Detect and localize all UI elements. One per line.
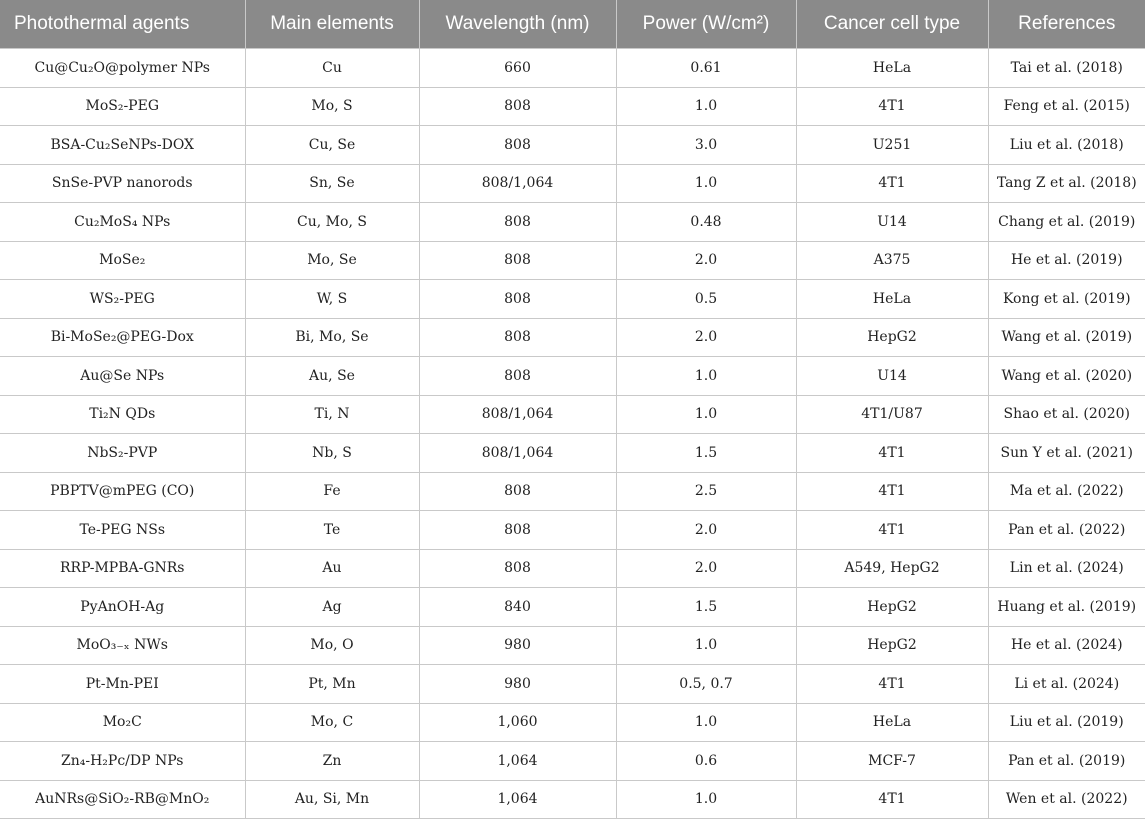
cell-photothermal-agent: PBPTV@mPEG (CO) xyxy=(0,472,245,511)
table-row xyxy=(0,203,1145,242)
cell-main-elements: Mo, O xyxy=(245,626,419,665)
cell-power: 1.0 xyxy=(616,780,796,819)
table-row xyxy=(0,434,1145,473)
cell-photothermal-agent: Au@Se NPs xyxy=(0,357,245,396)
cell-wavelength: 808 xyxy=(419,472,616,511)
cell-cancer-cell-type: HepG2 xyxy=(796,318,988,357)
table-row xyxy=(0,742,1145,781)
cell-cancer-cell-type: HepG2 xyxy=(796,588,988,627)
cell-photothermal-agent: MoSe₂ xyxy=(0,241,245,280)
cell-photothermal-agent: WS₂-PEG xyxy=(0,280,245,319)
table-row xyxy=(0,588,1145,627)
cell-wavelength: 808 xyxy=(419,318,616,357)
cell-power: 2.0 xyxy=(616,549,796,588)
table-row xyxy=(0,87,1145,126)
table-row xyxy=(0,511,1145,550)
cell-reference: Wang et al. (2019) xyxy=(988,318,1145,357)
cell-photothermal-agent: NbS₂-PVP xyxy=(0,434,245,473)
cell-power: 0.5, 0.7 xyxy=(616,665,796,704)
cell-wavelength: 808/1,064 xyxy=(419,395,616,434)
table-row xyxy=(0,164,1145,203)
cell-reference: Pan et al. (2022) xyxy=(988,511,1145,550)
cell-photothermal-agent: Mo₂C xyxy=(0,703,245,742)
cell-reference: Li et al. (2024) xyxy=(988,665,1145,704)
cell-photothermal-agent: BSA-Cu₂SeNPs-DOX xyxy=(0,126,245,165)
cell-reference: Pan et al. (2019) xyxy=(988,742,1145,781)
table-row xyxy=(0,241,1145,280)
cell-photothermal-agent: SnSe-PVP nanorods xyxy=(0,164,245,203)
cell-main-elements: Mo, S xyxy=(245,87,419,126)
header-row xyxy=(0,0,1145,49)
cell-wavelength: 808/1,064 xyxy=(419,434,616,473)
header-references: References xyxy=(988,0,1145,49)
cell-wavelength: 808 xyxy=(419,280,616,319)
cell-reference: Tang Z et al. (2018) xyxy=(988,164,1145,203)
table-row xyxy=(0,126,1145,165)
cell-wavelength: 808 xyxy=(419,87,616,126)
cell-photothermal-agent: Pt-Mn-PEI xyxy=(0,665,245,704)
cell-power: 2.0 xyxy=(616,511,796,550)
cell-cancer-cell-type: HepG2 xyxy=(796,626,988,665)
cell-photothermal-agent: RRP-MPBA-GNRs xyxy=(0,549,245,588)
cell-reference: He et al. (2019) xyxy=(988,241,1145,280)
table-row xyxy=(0,780,1145,819)
cell-reference: Liu et al. (2019) xyxy=(988,703,1145,742)
cell-cancer-cell-type: U251 xyxy=(796,126,988,165)
cell-power: 1.0 xyxy=(616,87,796,126)
cell-cancer-cell-type: HeLa xyxy=(796,703,988,742)
cell-power: 1.0 xyxy=(616,357,796,396)
cell-main-elements: Pt, Mn xyxy=(245,665,419,704)
cell-main-elements: Te xyxy=(245,511,419,550)
cell-photothermal-agent: Cu₂MoS₄ NPs xyxy=(0,203,245,242)
cell-reference: Feng et al. (2015) xyxy=(988,87,1145,126)
cell-cancer-cell-type: 4T1 xyxy=(796,780,988,819)
cell-main-elements: Cu, Se xyxy=(245,126,419,165)
header-wavelength: Wavelength (nm) xyxy=(419,0,616,49)
cell-reference: Ma et al. (2022) xyxy=(988,472,1145,511)
cell-main-elements: Nb, S xyxy=(245,434,419,473)
cell-wavelength: 808 xyxy=(419,203,616,242)
cell-main-elements: Mo, C xyxy=(245,703,419,742)
header-cancer-cell-type: Cancer cell type xyxy=(796,0,988,49)
table-row xyxy=(0,49,1145,88)
cell-wavelength: 808 xyxy=(419,241,616,280)
cell-reference: Wen et al. (2022) xyxy=(988,780,1145,819)
cell-power: 1.5 xyxy=(616,434,796,473)
cell-main-elements: Mo, Se xyxy=(245,241,419,280)
cell-main-elements: Cu xyxy=(245,49,419,88)
cell-wavelength: 808 xyxy=(419,357,616,396)
cell-cancer-cell-type: A549, HepG2 xyxy=(796,549,988,588)
cell-power: 0.6 xyxy=(616,742,796,781)
cell-wavelength: 660 xyxy=(419,49,616,88)
header-power: Power (W/cm²) xyxy=(616,0,796,49)
cell-reference: Lin et al. (2024) xyxy=(988,549,1145,588)
cell-power: 0.61 xyxy=(616,49,796,88)
cell-cancer-cell-type: 4T1 xyxy=(796,511,988,550)
cell-cancer-cell-type: HeLa xyxy=(796,49,988,88)
cell-cancer-cell-type: HeLa xyxy=(796,280,988,319)
table-row xyxy=(0,280,1145,319)
table-body xyxy=(0,49,1145,819)
cell-power: 2.0 xyxy=(616,241,796,280)
cell-wavelength: 840 xyxy=(419,588,616,627)
cell-reference: Shao et al. (2020) xyxy=(988,395,1145,434)
cell-cancer-cell-type: 4T1 xyxy=(796,472,988,511)
cell-reference: Huang et al. (2019) xyxy=(988,588,1145,627)
cell-cancer-cell-type: U14 xyxy=(796,203,988,242)
cell-reference: Chang et al. (2019) xyxy=(988,203,1145,242)
cell-main-elements: Au xyxy=(245,549,419,588)
cell-cancer-cell-type: 4T1 xyxy=(796,87,988,126)
cell-cancer-cell-type: U14 xyxy=(796,357,988,396)
cell-main-elements: Au, Si, Mn xyxy=(245,780,419,819)
cell-power: 1.0 xyxy=(616,164,796,203)
table-row xyxy=(0,318,1145,357)
table-row xyxy=(0,549,1145,588)
cell-reference: Kong et al. (2019) xyxy=(988,280,1145,319)
cell-reference: Liu et al. (2018) xyxy=(988,126,1145,165)
cell-wavelength: 980 xyxy=(419,626,616,665)
cell-cancer-cell-type: MCF-7 xyxy=(796,742,988,781)
cell-wavelength: 808 xyxy=(419,511,616,550)
cell-photothermal-agent: Cu@Cu₂O@polymer NPs xyxy=(0,49,245,88)
table-header xyxy=(0,0,1145,49)
cell-photothermal-agent: MoS₂-PEG xyxy=(0,87,245,126)
cell-reference: Sun Y et al. (2021) xyxy=(988,434,1145,473)
table-row xyxy=(0,472,1145,511)
cell-power: 2.0 xyxy=(616,318,796,357)
cell-reference: Wang et al. (2020) xyxy=(988,357,1145,396)
cell-wavelength: 808 xyxy=(419,549,616,588)
cell-power: 1.0 xyxy=(616,395,796,434)
cell-cancer-cell-type: A375 xyxy=(796,241,988,280)
cell-photothermal-agent: PyAnOH-Ag xyxy=(0,588,245,627)
cell-wavelength: 1,064 xyxy=(419,780,616,819)
cell-main-elements: Sn, Se xyxy=(245,164,419,203)
cell-photothermal-agent: AuNRs@SiO₂-RB@MnO₂ xyxy=(0,780,245,819)
cell-main-elements: W, S xyxy=(245,280,419,319)
cell-reference: Tai et al. (2018) xyxy=(988,49,1145,88)
cell-wavelength: 808 xyxy=(419,126,616,165)
cell-main-elements: Ag xyxy=(245,588,419,627)
table-row xyxy=(0,395,1145,434)
cell-reference: He et al. (2024) xyxy=(988,626,1145,665)
cell-photothermal-agent: Zn₄-H₂Pc/DP NPs xyxy=(0,742,245,781)
cell-cancer-cell-type: 4T1 xyxy=(796,434,988,473)
cell-cancer-cell-type: 4T1/U87 xyxy=(796,395,988,434)
header-photothermal-agents: Photothermal agents xyxy=(0,0,245,49)
cell-power: 0.48 xyxy=(616,203,796,242)
cell-wavelength: 980 xyxy=(419,665,616,704)
table-row xyxy=(0,665,1145,704)
cell-photothermal-agent: MoO₃₋ₓ NWs xyxy=(0,626,245,665)
cell-power: 1.5 xyxy=(616,588,796,627)
cell-cancer-cell-type: 4T1 xyxy=(796,665,988,704)
cell-wavelength: 1,060 xyxy=(419,703,616,742)
cell-power: 3.0 xyxy=(616,126,796,165)
cell-wavelength: 808/1,064 xyxy=(419,164,616,203)
cell-main-elements: Bi, Mo, Se xyxy=(245,318,419,357)
cell-main-elements: Zn xyxy=(245,742,419,781)
table-row xyxy=(0,357,1145,396)
cell-main-elements: Fe xyxy=(245,472,419,511)
cell-photothermal-agent: Ti₂N QDs xyxy=(0,395,245,434)
cell-power: 0.5 xyxy=(616,280,796,319)
cell-main-elements: Au, Se xyxy=(245,357,419,396)
header-main-elements: Main elements xyxy=(245,0,419,49)
table-row xyxy=(0,703,1145,742)
cell-main-elements: Ti, N xyxy=(245,395,419,434)
cell-power: 1.0 xyxy=(616,703,796,742)
cell-main-elements: Cu, Mo, S xyxy=(245,203,419,242)
table-row xyxy=(0,626,1145,665)
cell-wavelength: 1,064 xyxy=(419,742,616,781)
cell-power: 1.0 xyxy=(616,626,796,665)
cell-cancer-cell-type: 4T1 xyxy=(796,164,988,203)
cell-photothermal-agent: Bi-MoSe₂@PEG-Dox xyxy=(0,318,245,357)
cell-power: 2.5 xyxy=(616,472,796,511)
cell-photothermal-agent: Te-PEG NSs xyxy=(0,511,245,550)
